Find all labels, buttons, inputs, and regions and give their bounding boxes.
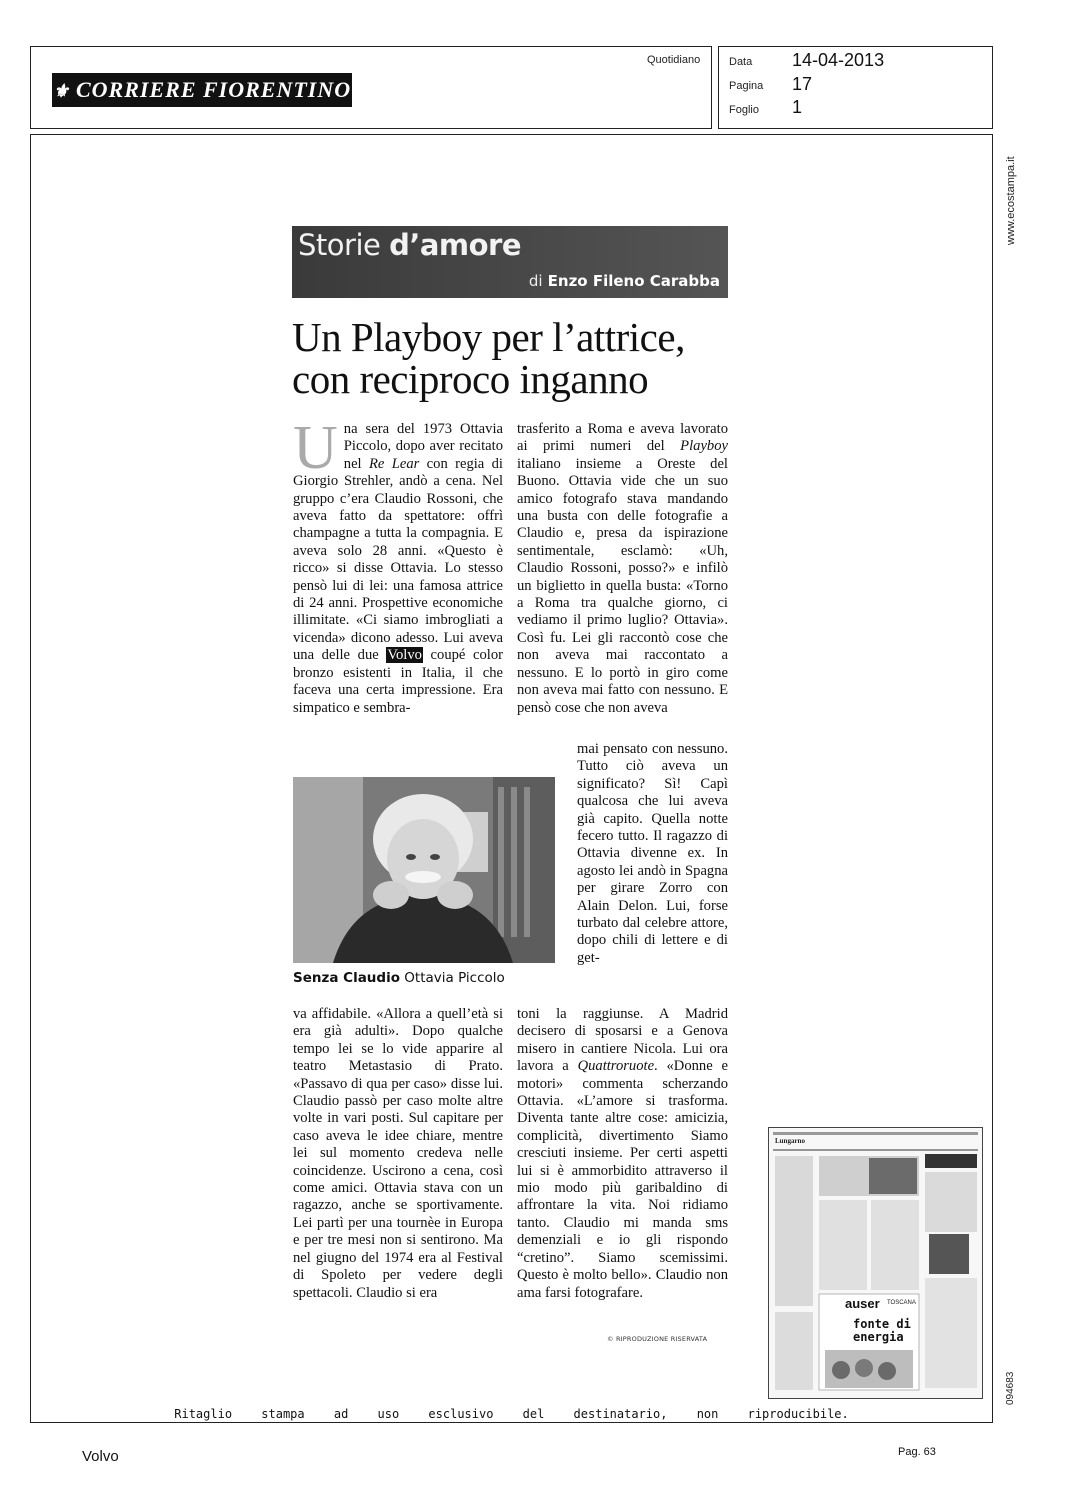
article-column-2-bottom xyxy=(517,1006,728,1302)
sheet-label: Foglio xyxy=(729,104,759,116)
col2-lead: trasferito a Roma e aveva lavorato ai primi numeri del xyxy=(517,421,728,455)
volvo-highlight: Volvo xyxy=(387,647,422,664)
side-url: www.ecostampa.it xyxy=(1005,156,1017,245)
page-value: 17 xyxy=(792,74,813,94)
col2-bottom-lead: toni la raggiunse. A Madrid decisero di sposarsi e a Genova misero in cantiere Nicola. Lui ora lavora a xyxy=(517,1006,728,1075)
col1-bottom-text: va affidabile. «Allora a quell’età si era già adulti». Dopo qualche tempo lei se lo vide apparire al teatro Metastasio di Prato. «Passavo di qua per caso» disse lui. Claudio passò per caso molte altre volte in vari posti. Sul capitare per caso aveva le idee chiare, mentre lei sul momento credeva nelle coincidenze. Uscirono a cena, così come amici. Ottavia stava con un ragazzo, anche se sportivamente. Lei partì per una tournèe in Europa e per tre mesi non si sentirono. Ma nel giugno del 1974 era al Festival di Spoleto per vedere degli spettacoli. Claudio si era xyxy=(293,1006,503,1301)
periodicity: Quotidiano xyxy=(647,54,701,66)
col2-bottom-italic: Quattroruote xyxy=(577,1058,655,1075)
rubric-light: Storie xyxy=(298,228,381,262)
thumb-ad-sub: TOSCANA xyxy=(887,1300,916,1306)
page-label: Pagina xyxy=(729,80,764,92)
caption-bold: Senza Claudio xyxy=(293,970,400,986)
dropcap: U xyxy=(293,414,338,482)
col1-end: coupé color bronzo esistenti in Italia, il che faceva una certa impressione. Era simpatico e sembra- xyxy=(293,647,503,716)
col2-rest: italiano insieme a Oreste del Buono. Ottavia vide che un suo amico fotografo stava mandando una busta con delle fotografie a Claudio e, presa da ispirazione sentimentale, esclamò: «Uh, Claudio Rossoni, posso?» e infilò un biglietto in quella busta: «Torno a Roma tra qualche giorno, ci vediamo il primo luglio? Ottavia». Così fu. Lei gli raccontò cose che non aveva mai raccontato a nessuno. E lo portò in giro come non aveva mai fatto con nessuno. E pensò cose che non aveva xyxy=(517,455,728,716)
fleur-icon: ⚜ xyxy=(52,81,70,101)
col1-lead: na sera del 1973 Ottavia Piccolo, dopo aver recitato nel xyxy=(343,421,503,472)
headline-line-2: con reciproco inganno xyxy=(292,356,649,402)
newspaper-logo xyxy=(52,73,352,107)
article-column-1-top xyxy=(293,414,503,717)
col1-rest: con regia di Giorgio Strehler, andò a cena. Nel gruppo c’era Claudio Rossoni, che aveva fatto da spettatore: offrì champagne a tutta la compagnia. E aveva solo 28 anni. «Questo è ricco» si disse Ottavia. Lo stesso pensò lui di lei: una famosa attrice di 24 anni. Prospettive economiche illimitate. «Ci siamo imbrogliati a vicenda» dicono adesso. Lui aveva una delle due xyxy=(293,455,503,664)
sheet-value: 1 xyxy=(792,97,803,117)
thumb-ad-slogan-1: fonte di xyxy=(853,1317,911,1331)
rubric-bold: d’amore xyxy=(389,228,522,262)
rubric-title xyxy=(298,228,521,262)
logo-text: CORRIERE FIORENTINO xyxy=(76,77,352,102)
thumb-ad-slogan-2: energia xyxy=(853,1330,904,1344)
thumbnail-illustration xyxy=(769,1128,982,1398)
rubric-banner xyxy=(292,226,728,298)
byline xyxy=(529,271,720,290)
keyword: Volvo xyxy=(82,1448,119,1465)
caption-rest: Ottavia Piccolo xyxy=(404,970,505,986)
date-label: Data xyxy=(729,56,753,68)
article-column-1-bottom xyxy=(293,1006,503,1302)
copyright: © RIPRODUZIONE RISERVATA xyxy=(607,1335,708,1343)
thumb-ad-brand: auser xyxy=(845,1296,880,1311)
portrait-photo xyxy=(293,777,555,963)
thumb-section: Lungarno xyxy=(775,1137,805,1145)
photo-caption xyxy=(293,970,505,986)
date-value: 14-04-2013 xyxy=(792,50,885,70)
page-thumbnail xyxy=(768,1127,983,1399)
portrait-illustration xyxy=(293,777,555,963)
side-code: 094683 xyxy=(1005,1371,1016,1405)
byline-prefix: di xyxy=(528,272,543,290)
byline-name: Enzo Fileno Carabba xyxy=(547,272,720,290)
col2-middle-text: mai pensato con nessuno. Tutto ciò aveva un significato? Sì! Capì qualcosa che lui aveva già capito. Quella notte fecero tutto. Il ragazzo di Ottavia divenne ex. In agosto lei andò in Spagna per girare Zorro con Alain Delon. Lui, forse turbato dal celebre attore, dopo chili di lettere e di get- xyxy=(577,741,728,966)
headline-line-1: Un Playboy per l’attrice, xyxy=(292,314,685,360)
article-column-2-middle xyxy=(577,741,728,967)
page-number: Pag. 63 xyxy=(898,1446,936,1458)
reproduction-notice: Ritaglio stampa ad uso esclusivo del destinatario, non riproducibile. xyxy=(174,1407,849,1421)
col2-bottom-rest: . «Donne e motori» commenta scherzando Ottavia. «L’amore si trasforma. Diventa tante altre cose: amicizia, complicità, divertimento Siamo cresciuti insieme. Per certi aspetti lui si è ammorbidito attraverso il mio modo più garibaldino di affrontare la vita. Noi ridiamo tanto. Claudio mi manda sms demenziali e io gli rispondo “cretino”. Siamo scemissimi. Questo è molto bello». Claudio non ama farsi fotografare. xyxy=(517,1058,728,1301)
headline xyxy=(292,316,732,400)
article-column-2-top xyxy=(517,421,728,717)
col1-italic: Re Lear xyxy=(368,455,420,472)
col2-italic: Playboy xyxy=(680,438,728,455)
